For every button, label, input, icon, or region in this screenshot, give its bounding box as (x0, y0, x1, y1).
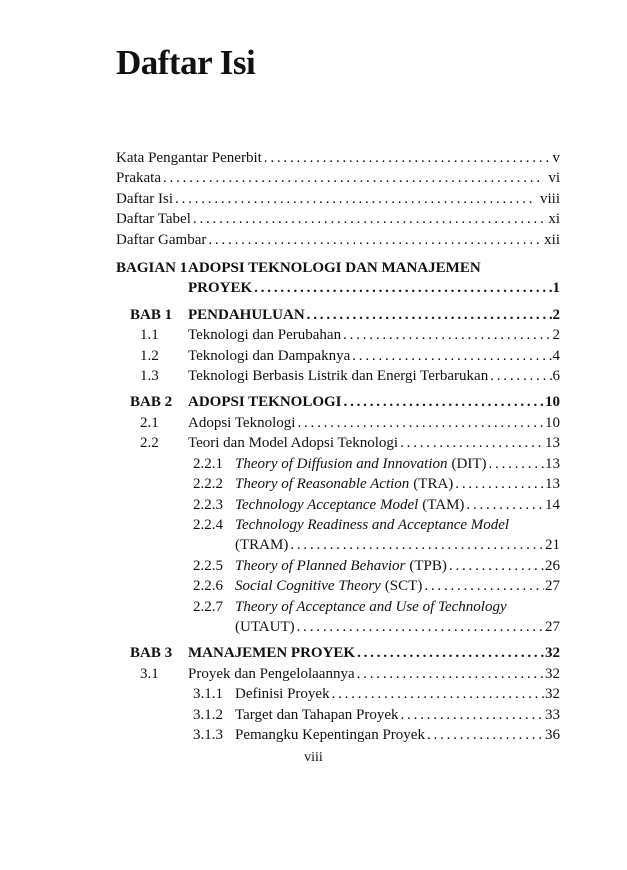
entry-title-wrap (235, 597, 560, 638)
dot-leader (401, 705, 544, 725)
section-number: BAGIAN 1 (116, 260, 188, 277)
dot-leader (357, 643, 544, 663)
entry-label: Pemangku Kepentingan Proyek (235, 726, 425, 743)
dot-leader (427, 725, 544, 745)
entry-page-number: 10 (545, 394, 560, 411)
footer-page-number: viii (304, 750, 323, 765)
toc-entry (116, 230, 560, 250)
toc-entry (116, 189, 560, 209)
entry-page-number: 14 (545, 496, 560, 513)
dot-leader (466, 495, 544, 515)
entry-page-number: 2 (552, 306, 560, 323)
toc-entry (193, 556, 560, 576)
entry-page-number: 26 (545, 557, 560, 574)
toc-entry (140, 325, 560, 345)
entry-label: Teknologi Berbasis Listrik dan Energi Terbarukan (188, 368, 489, 385)
entry-label: Teori dan Model Adopsi Teknologi (188, 435, 399, 452)
page-title: Daftar Isi (116, 43, 256, 82)
section-number: 3.1 (140, 665, 159, 682)
entry-label-abbrev: (TRA) (413, 476, 454, 493)
entry-label-italic: Theory of Reasonable Action (235, 476, 410, 493)
toc-entry (193, 474, 560, 494)
entry-label-abbrev: (TAM) (422, 496, 465, 513)
dot-leader (343, 325, 551, 345)
toc-entry (116, 168, 560, 188)
dot-leader (254, 278, 551, 298)
toc-entry (193, 454, 560, 474)
section-number: 2.2.1 (193, 455, 223, 472)
entry-page-number: 27 (545, 618, 560, 635)
chapter-title: PENDAHULUAN (188, 306, 305, 323)
section-number: 3.1.2 (193, 706, 223, 723)
chapter-number: BAB 1 (130, 306, 173, 323)
dot-leader (490, 366, 551, 386)
section-number: 2.1 (140, 414, 159, 431)
entry-page-number: 4 (552, 347, 560, 364)
entry-title-line2-row (235, 535, 560, 555)
dot-leader (208, 230, 539, 250)
dot-leader (424, 576, 544, 596)
entry-title-line1: ADOPSI TEKNOLOGI DAN MANAJEMEN (188, 260, 481, 277)
entry-label: Definisi Proyek (235, 686, 330, 703)
section-number: 2.2.7 (193, 598, 223, 615)
entry-page-number: 13 (545, 455, 560, 472)
entry-page-number: xi (548, 211, 560, 228)
entry-title-line2: PROYEK (188, 280, 253, 297)
section-number: 2.2.6 (193, 578, 223, 595)
section-number: 1.1 (140, 327, 159, 344)
entry-label-abbrev: (SCT) (384, 578, 423, 595)
dot-leader (449, 556, 544, 576)
toc-entry (193, 725, 560, 745)
entry-page-number: v (552, 150, 560, 166)
toc-entry (193, 597, 560, 638)
entry-page-number: 21 (545, 537, 560, 554)
entry-label-italic: Social Cognitive Theory (235, 578, 381, 595)
dot-leader (332, 684, 544, 704)
entry-page-number: viii (539, 190, 560, 207)
entry-label: Teknologi dan Dampaknya (188, 347, 351, 364)
entry-page-number: 27 (545, 578, 560, 595)
toc-entry (140, 664, 560, 684)
toc-entry (193, 576, 560, 596)
entry-page-number: 32 (545, 665, 560, 682)
toc-content (116, 43, 560, 745)
entry-label: Prakata (116, 170, 161, 187)
entry-label-abbrev: (UTAUT) (235, 618, 295, 635)
entry-page-number: 36 (545, 726, 560, 743)
entry-label-abbrev: (TPB) (409, 557, 447, 574)
entry-label: Teknologi dan Perubahan (188, 327, 342, 344)
entry-page-number: 13 (545, 476, 560, 493)
toc-entry (140, 366, 560, 386)
dot-leader (400, 433, 544, 453)
entry-page-number: 32 (545, 645, 560, 662)
dot-leader (290, 535, 544, 555)
dot-leader (175, 189, 535, 209)
entry-label-italic: Theory of Planned Behavior (235, 557, 406, 574)
entry-page-number: 33 (545, 706, 560, 723)
entry-page-number: 32 (545, 686, 560, 703)
section-number: 3.1.3 (193, 726, 223, 743)
dot-leader (193, 209, 543, 229)
entry-page-number: xii (544, 231, 560, 248)
dot-leader (357, 664, 544, 684)
chapter-number: BAB 3 (130, 645, 173, 662)
entry-label: Daftar Isi (116, 190, 174, 207)
entry-label-abbrev: (DIT) (451, 455, 487, 472)
toc-entry (193, 684, 560, 704)
dot-leader (307, 305, 552, 325)
section-number: 3.1.1 (193, 686, 223, 703)
entry-page-number: 6 (552, 368, 560, 385)
chapter-title: ADOPSI TEKNOLOGI (188, 394, 342, 411)
section-number: 1.2 (140, 347, 159, 364)
toc-entry (116, 148, 560, 168)
dot-leader (297, 413, 544, 433)
dot-leader (264, 148, 548, 168)
entry-page-number: 13 (545, 435, 560, 452)
entry-label: Adopsi Teknologi (188, 414, 296, 431)
toc-entry (193, 515, 560, 556)
dot-leader (344, 392, 544, 412)
section-number: 2.2.4 (193, 516, 223, 533)
dot-leader (455, 474, 544, 494)
section-number: 2.2.5 (193, 557, 223, 574)
entry-title-wrap (188, 258, 560, 299)
chapter-title: MANAJEMEN PROYEK (188, 645, 356, 662)
section-number: 1.3 (140, 368, 159, 385)
toc-entry (140, 413, 560, 433)
dot-leader (488, 454, 544, 474)
toc-entry-bab-2 (130, 392, 560, 412)
entry-title-line2-row (235, 617, 560, 637)
entry-label-abbrev: (TRAM) (235, 537, 289, 554)
entry-label: Proyek dan Pengelolaannya (188, 665, 355, 682)
entry-page-number: 10 (545, 414, 560, 431)
dot-leader (352, 346, 551, 366)
entry-page-number: vi (548, 170, 560, 187)
toc-entry-bab-3 (130, 643, 560, 663)
toc-entry-bagian-1 (116, 258, 560, 299)
entry-label-italic: Technology Acceptance Model (235, 496, 419, 513)
entry-label-italic: Theory of Acceptance and Use of Technology (235, 598, 507, 615)
section-number: 2.2 (140, 435, 159, 452)
entry-label-italic: Theory of Diffusion and Innovation (235, 455, 448, 472)
toc-entry (193, 495, 560, 515)
front-matter-list (116, 148, 560, 250)
toc-entry (116, 209, 560, 229)
toc-entry (140, 346, 560, 366)
entry-label: Daftar Tabel (116, 211, 191, 228)
entry-title-line2-row (188, 278, 560, 298)
entry-page-number: 2 (552, 327, 560, 344)
entry-label-italic: Technology Readiness and Acceptance Model (235, 516, 510, 533)
section-number: 2.2.3 (193, 496, 223, 513)
entry-page-number: 1 (552, 280, 560, 297)
dot-leader (297, 617, 544, 637)
toc-entry (140, 433, 560, 453)
entry-label: Target dan Tahapan Proyek (235, 706, 399, 723)
toc-entry-bab-1 (130, 305, 560, 325)
entry-label: Daftar Gambar (116, 231, 207, 248)
entry-title-wrap (235, 515, 560, 556)
toc-entry (193, 705, 560, 725)
chapter-number: BAB 2 (130, 394, 173, 411)
section-number: 2.2.2 (193, 476, 223, 493)
entry-label: Kata Pengantar Penerbit (116, 150, 262, 166)
dot-leader (163, 168, 543, 188)
